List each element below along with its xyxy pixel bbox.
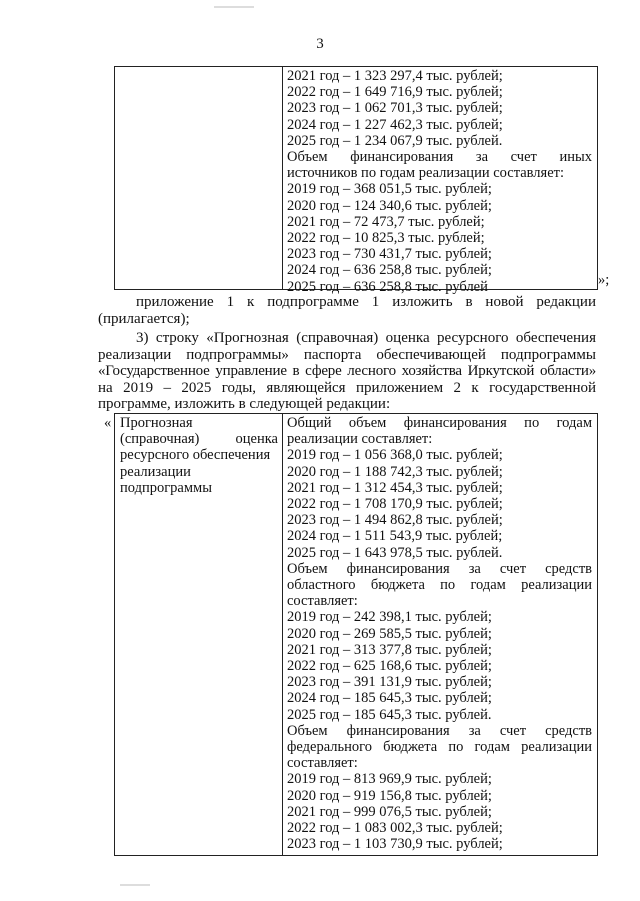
table-line: составляет: [287, 755, 358, 772]
table-line: Объем финансирования за счет средств [287, 560, 592, 577]
table-left-cell [115, 414, 283, 855]
table-line: 2021 год – 999 076,5 тыс. рублей; [287, 803, 492, 820]
row-title [120, 415, 278, 496]
table-line: федерального бюджета по годам реализации [287, 739, 592, 756]
table-line: 2023 год – 1 494 862,8 тыс. рублей; [287, 512, 503, 529]
paragraph-line: 3) строку «Прогнозная (справочная) оценка ресурсного обеспечения [136, 330, 596, 346]
table-line: 2022 год – 1 083 002,3 тыс. рублей; [287, 820, 503, 837]
row-title-line: реализации [120, 463, 191, 480]
table-line: Объем финансирования за счет иных [287, 149, 592, 166]
table-line: 2023 год – 391 131,9 тыс. рублей; [287, 674, 492, 691]
table-line: 2022 год – 10 825,3 тыс. рублей; [287, 230, 485, 247]
paragraph-line: программе, изложить в следующей редакции: [98, 396, 391, 412]
paragraph-item-3 [98, 330, 596, 413]
table-line: Общий объем финансирования по годам [287, 415, 592, 431]
closing-quote: »; [598, 272, 610, 288]
table-line: 2021 год – 313 377,8 тыс. рублей; [287, 641, 492, 658]
page-number: 3 [316, 36, 324, 52]
table-line: 2024 год – 1 227 462,3 тыс. рублей; [287, 116, 503, 133]
table-line: 2019 год – 1 056 368,0 тыс. рублей; [287, 447, 503, 464]
table-line: 2023 год – 730 431,7 тыс. рублей; [287, 246, 492, 263]
table-line: 2020 год – 919 156,8 тыс. рублей; [287, 787, 492, 804]
table-line: реализации составляет: [287, 431, 433, 448]
table-line: 2025 год – 185 645,3 тыс. рублей. [287, 706, 492, 723]
table-line: 2025 год – 636 258,8 тыс. рублей [287, 278, 488, 295]
table-line: Объем финансирования за счет средств [287, 722, 592, 739]
financing-table [114, 413, 598, 856]
table-line: 2025 год – 1 643 978,5 тыс. рублей. [287, 544, 503, 561]
paragraph-line: (прилагается); [98, 310, 190, 327]
financing-table-continuation [114, 66, 598, 295]
table-line: 2022 год – 1 708 170,9 тыс. рублей; [287, 496, 503, 513]
table-right-cell [287, 415, 592, 852]
table-line: 2019 год – 242 398,1 тыс. рублей; [287, 609, 492, 626]
table-line: 2019 год – 813 969,9 тыс. рублей; [287, 771, 492, 788]
paragraph-line: реализации подпрограммы» паспорта обеспечивающей подпрограммы [98, 346, 596, 363]
table-line: 2021 год – 1 323 297,4 тыс. рублей; [287, 68, 503, 84]
table-line: составляет: [287, 593, 358, 610]
table-line: 2024 год – 185 645,3 тыс. рублей; [287, 690, 492, 707]
scan-smudge [214, 6, 254, 8]
table-line: 2025 год – 1 234 067,9 тыс. рублей. [287, 132, 503, 149]
table-line: 2021 год – 72 473,7 тыс. рублей; [287, 213, 485, 230]
table-line: 2024 год – 1 511 543,9 тыс. рублей; [287, 528, 503, 545]
row-title-line: Прогнозная [120, 415, 193, 431]
table-line: 2020 год – 1 188 742,3 тыс. рублей; [287, 463, 503, 480]
table-line: 2024 год – 636 258,8 тыс. рублей; [287, 262, 492, 279]
table-line: областного бюджета по годам реализации [287, 577, 592, 594]
opening-quote: « [104, 415, 112, 431]
row-title-line: (справочная) оценка [120, 431, 278, 448]
table-line: 2019 год – 368 051,5 тыс. рублей; [287, 181, 492, 198]
table-line: 2022 год – 625 168,6 тыс. рублей; [287, 658, 492, 675]
table-line: 2021 год – 1 312 454,3 тыс. рублей; [287, 479, 503, 496]
paragraph-appendix [98, 294, 596, 327]
table-line: источников по годам реализации составляет: [287, 165, 565, 182]
table-right-cell [287, 68, 592, 295]
table-left-cell [115, 67, 283, 289]
table-line: 2023 год – 1 062 701,3 тыс. рублей; [287, 100, 503, 117]
table-line: 2023 год – 1 103 730,9 тыс. рублей; [287, 836, 503, 853]
scan-smudge [120, 884, 150, 886]
paragraph-line: приложение 1 к подпрограмме 1 изложить в новой редакции [136, 294, 596, 310]
row-title-line: ресурсного обеспечения [120, 447, 271, 464]
paragraph-line: на 2019 – 2025 годы, являющейся приложением 2 к государственной [98, 379, 596, 396]
row-title-line: подпрограммы [120, 479, 212, 496]
table-line: 2022 год – 1 649 716,9 тыс. рублей; [287, 84, 503, 101]
table-line: 2020 год – 269 585,5 тыс. рублей; [287, 625, 492, 642]
paragraph-line: «Государственное управление в сфере лесного хозяйства Иркутской области» [98, 363, 596, 379]
table-line: 2020 год – 124 340,6 тыс. рублей; [287, 197, 492, 214]
